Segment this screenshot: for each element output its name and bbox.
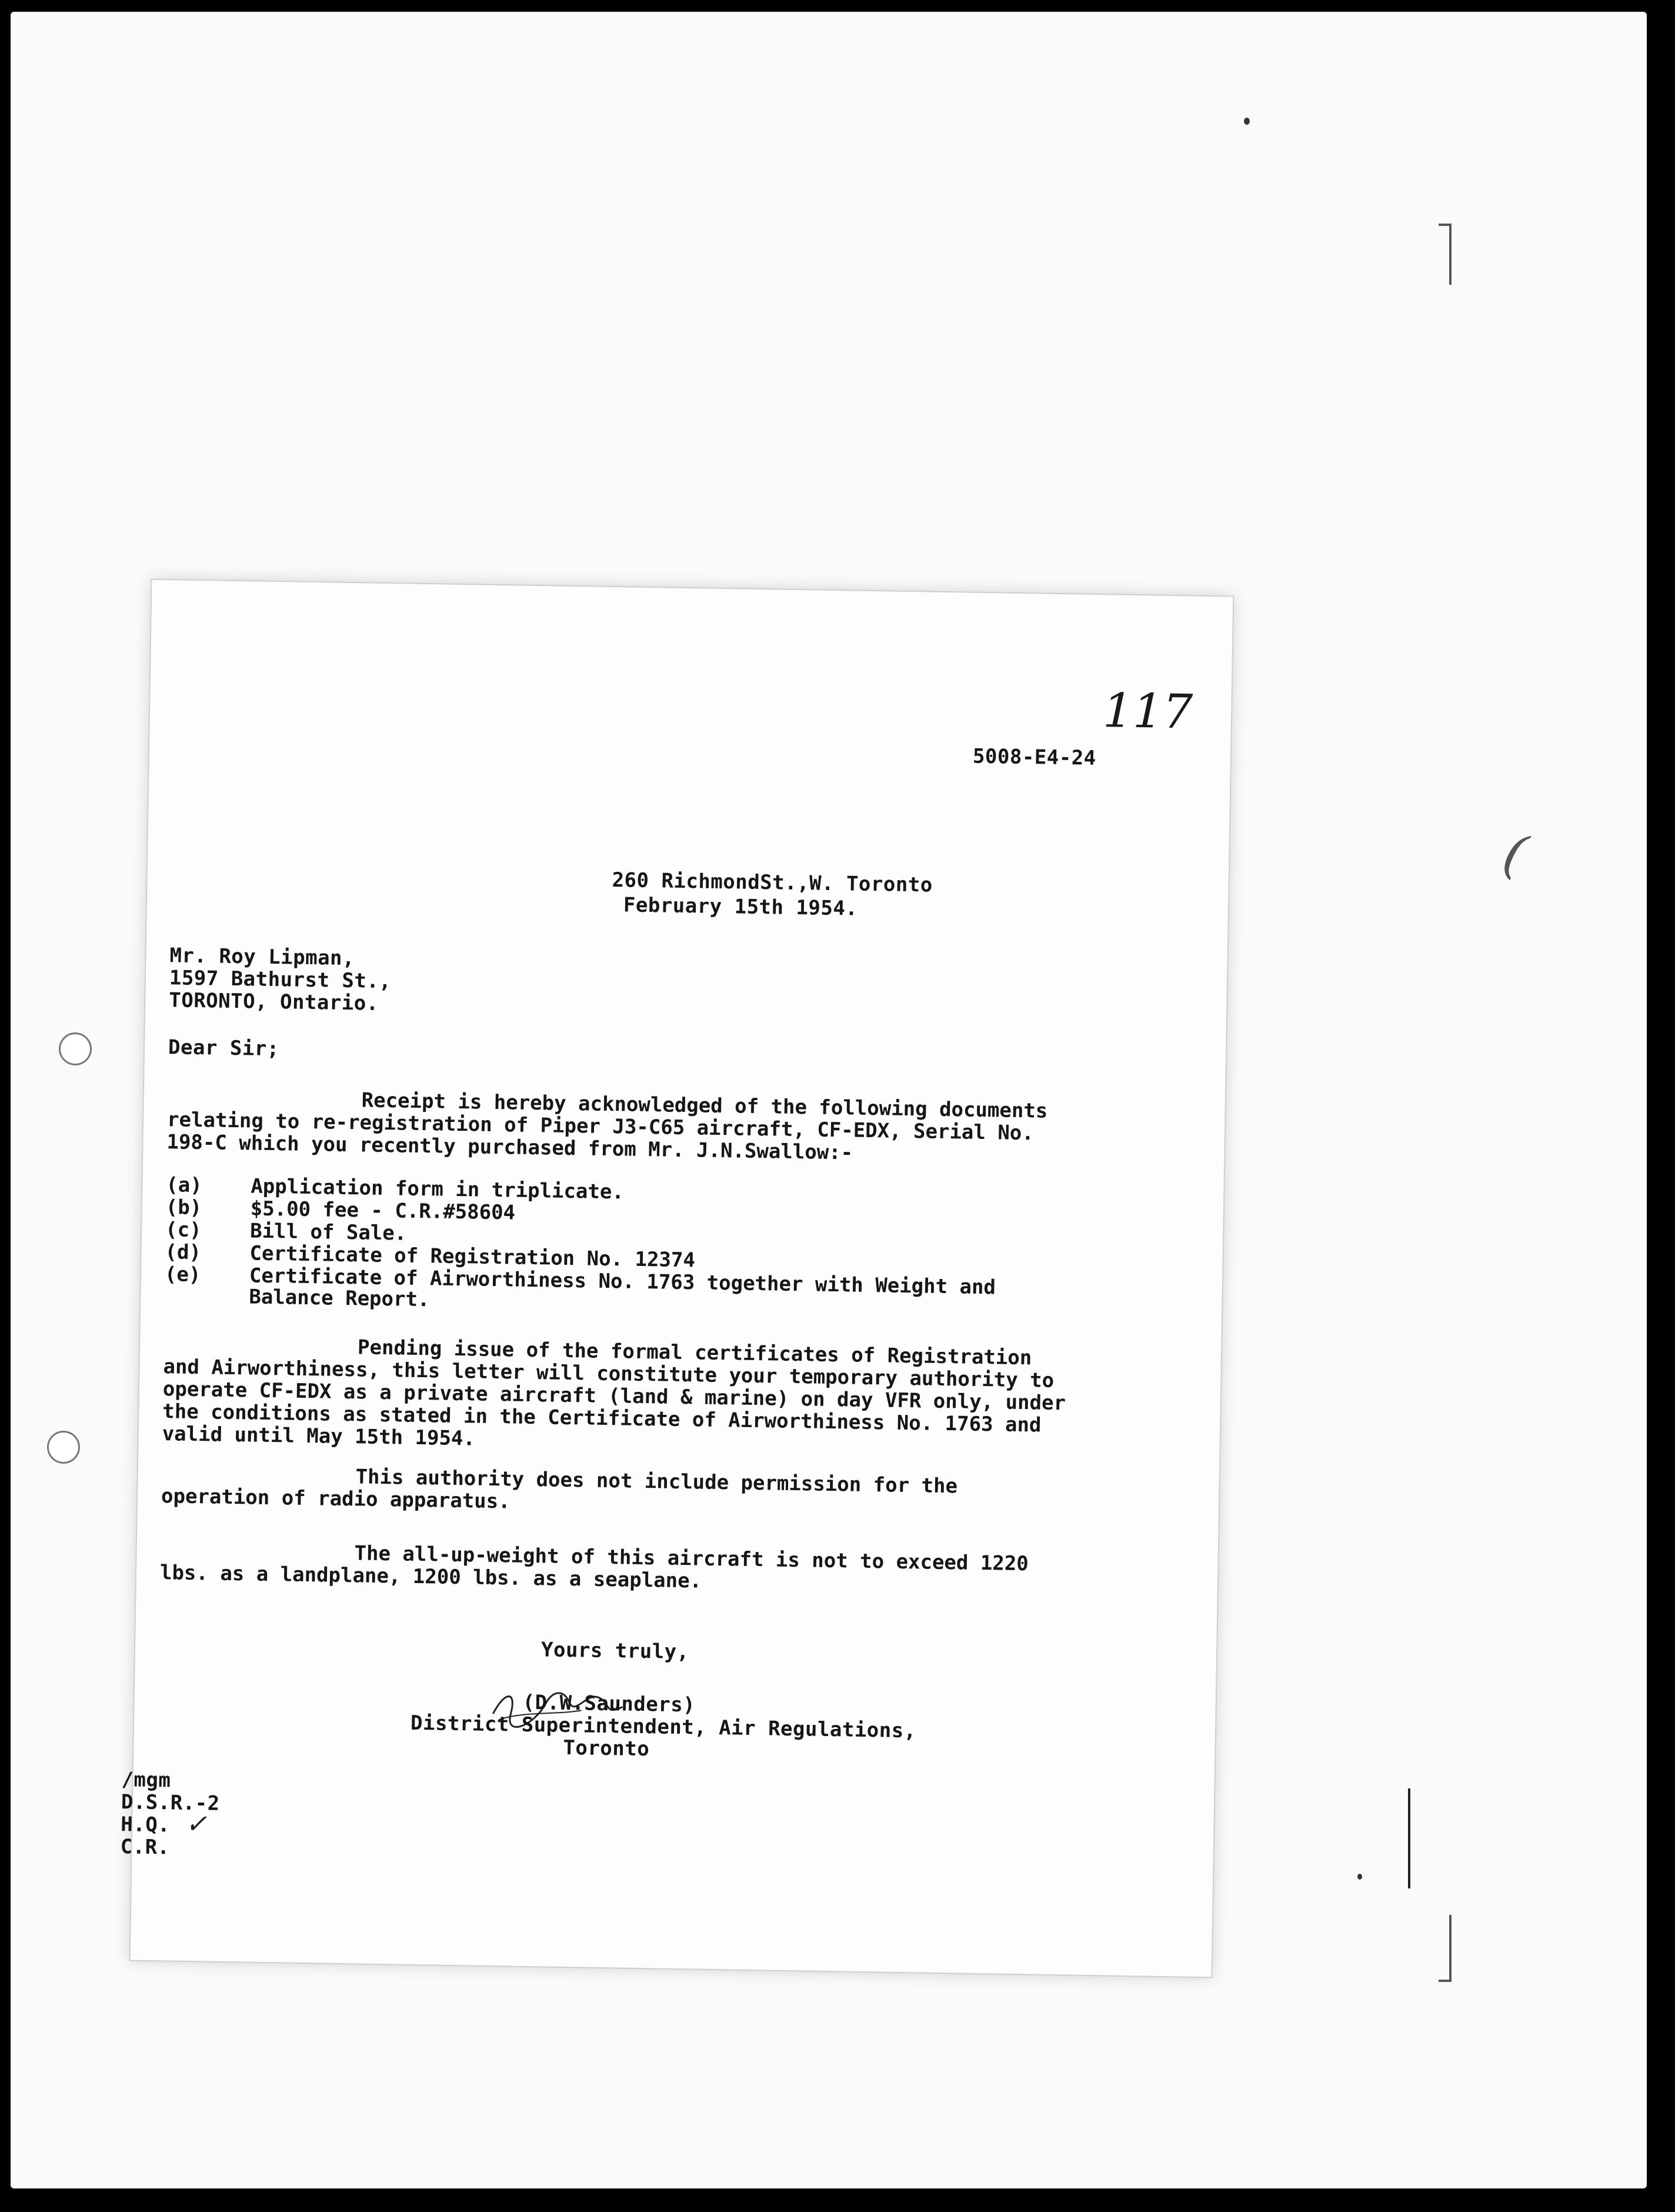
- list-text: Certificate of Airworthiness No. 1763 together with Weight and Balance Report.: [249, 1264, 996, 1312]
- radio-paragraph: This authority does not include permission for the operation of radio apparatus.: [161, 1465, 958, 1514]
- list-item: [166, 1173, 1084, 1204]
- list-marker: (c): [165, 1218, 202, 1242]
- authority-paragraph: Pending issue of the formal certificates of Registration and Airworthiness, this letter will constitute your temporary authority to operate CF-EDX as a private aircraft (land & marine) on day VFR only, under the conditions as stated in the Certificate of Airworthiness No. 1763 and valid until May 15th 1954.: [162, 1335, 1066, 1451]
- list-text: $5.00 fee - C.R.#58604: [250, 1197, 516, 1225]
- file-number: 5008-E4-24: [972, 744, 1096, 770]
- crop-mark-top-right: [1439, 224, 1452, 285]
- crop-mark-bottom-right: [1439, 1915, 1452, 1982]
- typist-initials: /mgm: [121, 1768, 171, 1793]
- distribution-cr: C.R.: [120, 1835, 170, 1860]
- list-marker: (a): [166, 1173, 203, 1198]
- signer-title: District Superintendent, Air Regulations,: [410, 1711, 917, 1743]
- distribution-hq: H.Q.: [120, 1813, 171, 1837]
- sender-address: 260 RichmondSt.,W. Toronto: [612, 868, 933, 897]
- check-mark: ✓: [185, 1808, 208, 1840]
- list-text: Bill of Sale.: [249, 1219, 407, 1245]
- distribution-dsr: D.S.R.-2: [121, 1790, 220, 1815]
- list-marker: (d): [165, 1240, 202, 1265]
- list-marker: (b): [165, 1195, 202, 1220]
- list-marker: (e): [164, 1262, 201, 1287]
- list-text: Application form in triplicate.: [251, 1174, 625, 1204]
- weight-paragraph: The all-up-weight of this aircraft is not to exceed 1220 lbs. as a landplane, 1200 lbs. as a seaplane.: [159, 1541, 1029, 1593]
- speck: [1244, 118, 1250, 125]
- intro-paragraph: Receipt is hereby acknowledged of the following documents relating to re-registration of Piper J3-C65 aircraft, CF-EDX, Serial No. 198-C which you recently purchased from Mr. J.N.Swallow:-: [166, 1088, 1048, 1165]
- signer-name: (D.W.Saunders): [522, 1690, 696, 1717]
- salutation: Dear Sir;: [168, 1035, 280, 1061]
- recipient-street: 1597 Bathurst St.,: [169, 966, 392, 994]
- crop-mark-left-vertical: [1408, 1788, 1410, 1888]
- margin-mark: (: [1497, 822, 1533, 887]
- list-text: Certificate of Registration No. 12374: [249, 1241, 696, 1272]
- hole-punch-top: [59, 1032, 92, 1065]
- letter-date: February 15th 1954.: [623, 893, 858, 921]
- hole-punch-bottom: [47, 1431, 80, 1464]
- letter-page: [120, 580, 1233, 1977]
- recipient-name: Mr. Roy Lipman,: [169, 944, 355, 971]
- recipient-city: TORONTO, Ontario.: [169, 988, 379, 1015]
- speck: [1357, 1874, 1362, 1880]
- signer-location: Toronto: [563, 1735, 650, 1761]
- page-number: 117: [1102, 683, 1193, 739]
- sign-off: Yours truly,: [540, 1638, 689, 1664]
